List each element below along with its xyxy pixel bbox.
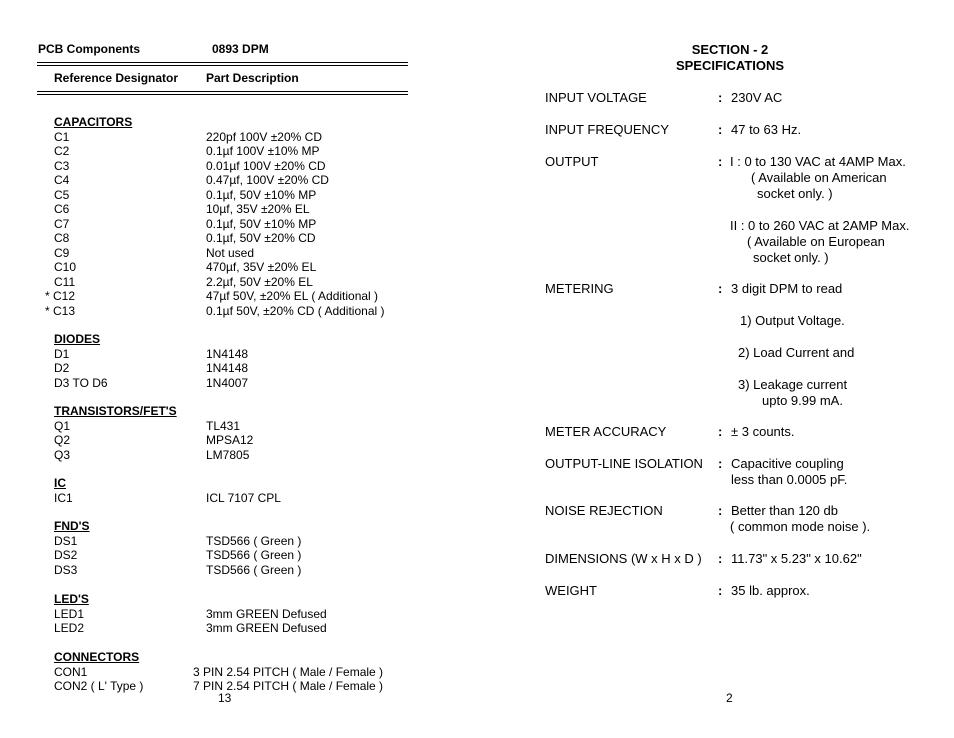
component-ref: D2: [54, 361, 70, 375]
spec-value-line: II : 0 to 260 VAC at 2AMP Max.: [730, 218, 910, 233]
component-ref: * C12: [45, 289, 76, 303]
component-part: 3mm GREEN Defused: [206, 606, 327, 621]
component-ref: LED1: [54, 606, 85, 621]
spec-label: METER ACCURACY: [545, 424, 667, 439]
component-ref: DS3: [54, 562, 78, 577]
component-ref: C2: [54, 144, 70, 158]
component-part: 2.2µf, 50V ±20% EL: [206, 274, 313, 289]
spec-label: NOISE REJECTION: [545, 503, 663, 518]
component-part: 0.47µf, 100V ±20% CD: [206, 173, 329, 187]
spec-label: INPUT VOLTAGE: [545, 90, 647, 105]
component-ref: CON2 ( L' Type ): [54, 679, 144, 693]
component-part: 7 PIN 2.54 PITCH ( Male / Female ): [193, 679, 384, 693]
spec-value-line: 11.73" x 5.23" x 10.62": [731, 551, 862, 566]
group-heading: LED'S: [54, 592, 89, 606]
spec-value-line: upto 9.99 mA.: [762, 393, 843, 408]
spec-label: OUTPUT-LINE ISOLATION: [545, 456, 703, 471]
left-header-code: 0893 DPM: [212, 42, 269, 56]
component-ref: D1: [54, 346, 70, 361]
component-ref: C3: [54, 158, 70, 173]
spec-value-line: 35 lb. approx.: [731, 583, 810, 598]
right-page-number: 2: [726, 691, 733, 705]
spec-value-line: 47 to 63 Hz.: [731, 122, 802, 137]
component-part: 3mm GREEN Defused: [206, 621, 327, 635]
spec-value-line: ( Available on American: [751, 170, 887, 185]
spec-value-line: Capacitive coupling: [731, 456, 844, 471]
component-part: LM7805: [206, 447, 250, 462]
component-part: 0.1µf, 50V ±10% MP: [206, 216, 317, 231]
spec-value-line: ( Available on European: [747, 234, 885, 249]
component-ref: C4: [54, 173, 70, 187]
spec-label: WEIGHT: [545, 583, 597, 598]
col-header-part: Part Description: [206, 71, 299, 85]
component-part: MPSA12: [206, 433, 254, 447]
component-ref: DS2: [54, 548, 78, 562]
component-ref: LED2: [54, 621, 85, 635]
spec-colon: :: [718, 281, 723, 296]
component-ref: Q2: [54, 433, 71, 447]
spec-value-line: ± 3 counts.: [731, 424, 795, 439]
spec-colon: :: [718, 424, 723, 439]
component-part: 0.1µf, 50V ±20% CD: [206, 231, 316, 245]
spec-value-line: Better than 120 db: [731, 503, 838, 518]
section-subtitle: SPECIFICATIONS: [675, 58, 785, 73]
spec-label: OUTPUT: [545, 154, 599, 169]
spec-value-line: I : 0 to 130 VAC at 4AMP Max.: [730, 154, 906, 169]
spec-colon: :: [718, 90, 723, 105]
component-part: ICL 7107 CPL: [206, 490, 281, 505]
spec-colon: :: [718, 122, 723, 137]
spec-colon: :: [718, 583, 723, 598]
component-ref: IC1: [54, 490, 73, 505]
component-ref: C5: [54, 187, 70, 202]
spec-value-line: ( common mode noise ).: [730, 519, 871, 534]
double-rule-top: [37, 62, 408, 66]
group-heading: CONNECTORS: [54, 650, 140, 664]
component-part: Not used: [206, 245, 255, 260]
component-ref: C10: [54, 260, 77, 274]
spec-value-line: 3) Leakage current: [738, 377, 848, 392]
component-ref: Q3: [54, 447, 71, 462]
component-part: 0.1µf 50V, ±20% CD ( Additional ): [206, 303, 385, 318]
component-part: 1N4007: [206, 375, 249, 390]
left-page-number: 13: [218, 691, 232, 705]
spec-value-line: 230V AC: [731, 90, 783, 105]
component-part: 3 PIN 2.54 PITCH ( Male / Female ): [193, 664, 384, 679]
spec-colon: :: [718, 456, 723, 471]
group-heading: TRANSISTORS/FET'S: [54, 404, 177, 418]
spec-colon: :: [718, 154, 723, 169]
component-part: TSD566 ( Green ): [206, 562, 302, 577]
spec-label: INPUT FREQUENCY: [545, 122, 669, 137]
component-part: 1N4148: [206, 346, 249, 361]
group-heading: CAPACITORS: [54, 115, 133, 129]
spec-colon: :: [718, 503, 723, 518]
component-ref: C1: [54, 129, 70, 144]
group-heading: IC: [54, 476, 66, 490]
component-part: TSD566 ( Green ): [206, 548, 302, 562]
component-part: 47µf 50V, ±20% EL ( Additional ): [206, 289, 379, 303]
spec-label: METERING: [545, 281, 614, 296]
left-header-title: PCB Components: [38, 42, 140, 56]
spec-value-line: 2) Load Current and: [738, 345, 855, 360]
spec-label: DIMENSIONS (W x H x D ): [545, 551, 702, 566]
component-part: 0.01µf 100V ±20% CD: [206, 158, 326, 173]
component-ref: C11: [54, 274, 76, 289]
component-ref: C6: [54, 202, 70, 216]
component-part: 0.1µf, 50V ±10% MP: [206, 187, 317, 202]
component-ref: C7: [54, 216, 70, 231]
spec-value-line: less than 0.0005 pF.: [731, 472, 848, 487]
col-header-ref: Reference Designator: [54, 71, 179, 85]
component-ref: CON1: [54, 664, 88, 679]
spec-value-line: socket only. ): [753, 250, 829, 265]
component-ref: Q1: [54, 418, 71, 433]
component-part: 1N4148: [206, 361, 249, 375]
spec-value-line: 1) Output Voltage.: [740, 313, 845, 328]
component-part: TSD566 ( Green ): [206, 533, 302, 548]
component-ref: DS1: [54, 533, 78, 548]
double-rule-bottom: [37, 91, 408, 95]
section-title: SECTION - 2: [691, 42, 769, 57]
component-part: 220pf 100V ±20% CD: [206, 129, 322, 144]
spec-value-line: socket only. ): [757, 186, 833, 201]
component-part: 470µf, 35V ±20% EL: [206, 260, 317, 274]
spec-value-line: 3 digit DPM to read: [731, 281, 843, 296]
component-ref: D3 TO D6: [54, 375, 108, 390]
component-part: 10µf, 35V ±20% EL: [206, 202, 310, 216]
spec-colon: :: [718, 551, 723, 566]
group-heading: FND'S: [54, 519, 90, 533]
component-ref: C8: [54, 231, 70, 245]
component-part: 0.1µf 100V ±10% MP: [206, 144, 320, 158]
component-ref: * C13: [45, 303, 76, 318]
component-ref: C9: [54, 245, 70, 260]
component-part: TL431: [206, 418, 241, 433]
group-heading: DIODES: [54, 332, 101, 346]
